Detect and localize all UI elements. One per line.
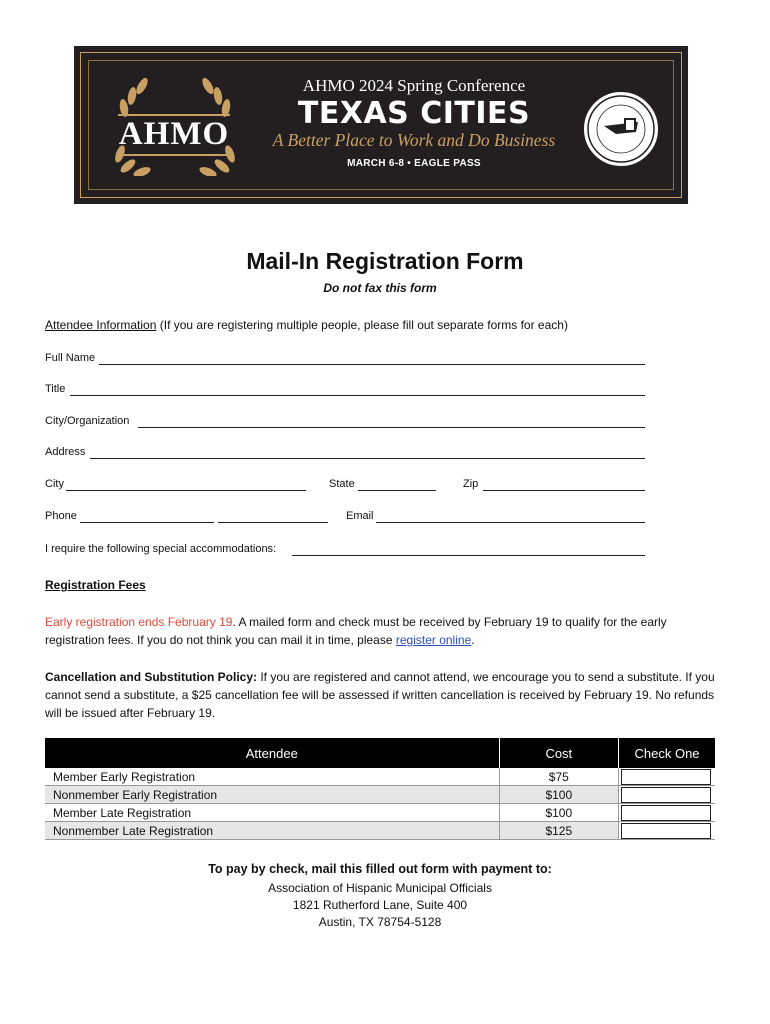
org-label: City/Organization — [45, 415, 130, 427]
early-info-text: . A mailed form and check must be received by February 19 to qualify for the early registration fees. If you do not think you can mail it in time, please — [45, 615, 667, 647]
phone-label: Phone — [45, 510, 77, 522]
table-row — [45, 768, 715, 786]
row-cost: $100 — [499, 804, 618, 822]
payment-heading: To pay by check, mail this filled out form with payment to: — [208, 862, 552, 876]
early-deadline-text: Early registration ends February 19 — [45, 615, 233, 629]
phone-field-1[interactable] — [80, 522, 214, 523]
address-label: Address — [45, 446, 86, 458]
row-check-cell — [619, 786, 715, 804]
attendee-heading-note: (If you are registering multiple people, please fill out separate forms for each) — [156, 318, 568, 332]
organization-field[interactable] — [138, 427, 645, 428]
fees-heading: Registration Fees — [45, 578, 146, 592]
logo-rule-bottom — [118, 154, 230, 156]
state-field[interactable] — [358, 490, 436, 491]
address-field[interactable] — [90, 458, 645, 459]
table-row — [45, 786, 715, 804]
header-cost: Cost — [499, 738, 618, 768]
accommodations-label: I require the following special accommodations: — [45, 543, 277, 555]
row-check-cell — [619, 804, 715, 822]
policy-heading: Cancellation and Substitution Policy: — [45, 670, 258, 684]
payment-address-line3: Austin, TX 78754-5128 — [318, 915, 442, 929]
early-info-end: . — [471, 633, 475, 647]
zip-field[interactable] — [483, 490, 645, 491]
city-field[interactable] — [66, 490, 306, 491]
conference-dates: MARCH 6-8 • EAGLE PASS — [347, 158, 481, 169]
row-attendee-type: Nonmember Early Registration — [45, 786, 499, 804]
row-attendee-type: Member Late Registration — [45, 804, 499, 822]
nonmember-late-checkbox[interactable] — [621, 823, 711, 839]
header-check-one: Check One — [619, 738, 715, 768]
eagle-pass-seal-icon — [584, 92, 658, 166]
table-row — [45, 804, 715, 822]
attendee-heading-label: Attendee Information — [45, 318, 157, 332]
table-row — [45, 822, 715, 840]
phone-field-2[interactable] — [218, 522, 328, 523]
policy-text: If you are registered and cannot attend, we encourage you to send a substitute. If you cannot send a substitute, a $25 cancellation fee will be assessed if written cancellation is received by February 19. No refunds will be issued after February 19. — [45, 670, 715, 720]
conference-headline: TEXAS CITIES — [297, 96, 531, 131]
form-subtitle: Do not fax this form — [323, 281, 437, 295]
row-attendee-type: Nonmember Late Registration — [45, 822, 499, 840]
member-early-checkbox[interactable] — [621, 769, 711, 785]
early-registration-paragraph — [45, 613, 725, 649]
full-name-label: Full Name — [45, 352, 96, 364]
row-check-cell — [619, 768, 715, 786]
email-field[interactable] — [376, 522, 645, 523]
title-label: Title — [45, 383, 66, 395]
conference-tagline: A Better Place to Work and Do Business — [272, 130, 556, 150]
nonmember-early-checkbox[interactable] — [621, 787, 711, 803]
state-label: State — [329, 478, 355, 490]
row-cost: $75 — [499, 768, 618, 786]
cancellation-policy-paragraph — [45, 668, 725, 722]
row-attendee-type: Member Early Registration — [45, 768, 499, 786]
table-header-row — [45, 738, 715, 768]
register-online-link[interactable]: register online — [395, 633, 472, 647]
title-field[interactable] — [70, 395, 645, 396]
member-late-checkbox[interactable] — [621, 805, 711, 821]
ahmo-logo: AHMO — [118, 116, 230, 152]
form-title: Mail-In Registration Form — [246, 248, 524, 274]
row-cost: $125 — [499, 822, 618, 840]
payment-address-line1: Association of Hispanic Municipal Officials — [268, 881, 492, 895]
payment-address-line2: 1821 Rutherford Lane, Suite 400 — [292, 898, 468, 912]
row-check-cell — [619, 822, 715, 840]
header-attendee: Attendee — [45, 738, 499, 768]
conference-title: AHMO 2024 Spring Conference — [302, 76, 526, 95]
accommodations-field[interactable] — [292, 555, 645, 556]
row-cost: $100 — [499, 786, 618, 804]
full-name-field[interactable] — [99, 364, 645, 365]
city-label: City — [45, 478, 64, 490]
conference-banner — [74, 46, 688, 204]
attendee-heading — [45, 318, 568, 332]
registration-fees-table — [45, 738, 715, 840]
zip-label: Zip — [463, 478, 479, 490]
email-label: Email — [346, 510, 374, 522]
